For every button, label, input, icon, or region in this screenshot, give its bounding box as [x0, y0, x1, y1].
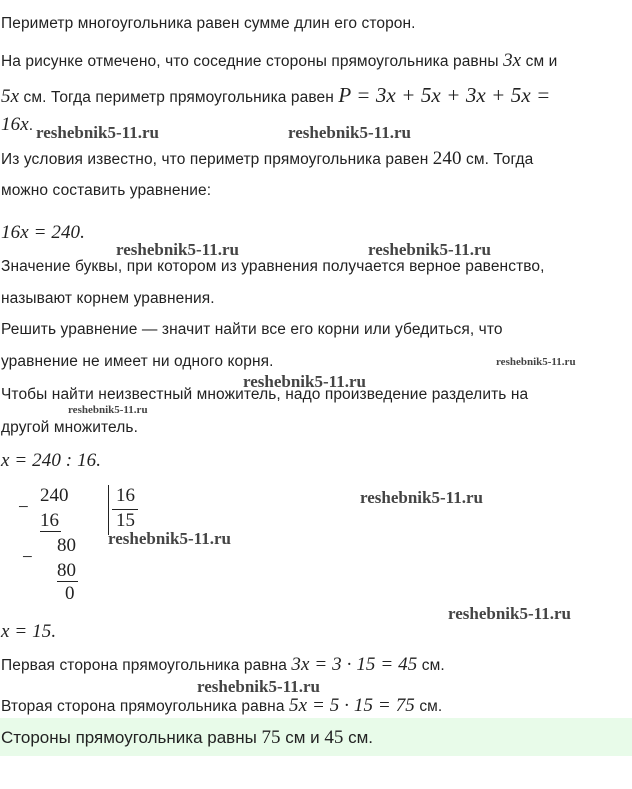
text-line — [1, 654, 445, 676]
text-line — [1, 148, 533, 170]
text-segment: Первая сторона прямоугольника равна — [1, 657, 292, 674]
division-quotient: 15 — [116, 510, 135, 531]
text-line — [1, 621, 56, 643]
division-subtrahend: 16 — [40, 510, 59, 531]
math-expression: 16x = 240. — [1, 222, 86, 243]
division-underline — [40, 531, 61, 532]
text-line: Чтобы найти неизвестный множитель, надо произведение разделить на — [1, 386, 529, 403]
math-expression: P = 3x + 5x + 3x + 5x = — [338, 83, 551, 107]
text-line — [1, 222, 85, 244]
text-segment: см и — [280, 728, 325, 747]
text-segment: см и — [521, 53, 558, 70]
text-segment: см. — [343, 728, 374, 747]
math-expression: 5x = 5 · 15 = 75 — [288, 695, 415, 716]
division-minus: − — [22, 547, 33, 568]
division-underline — [57, 581, 78, 582]
math-expression: 45 — [324, 727, 344, 748]
math-expression: 5x — [1, 86, 20, 107]
watermark: reshebnik5-11.ru — [243, 372, 366, 391]
text-segment: . — [28, 117, 34, 134]
text-line: уравнение не имеет ни одного корня. — [1, 353, 274, 370]
watermark: reshebnik5-11.ru — [108, 529, 231, 548]
text-segment: Из условия известно, что периметр прямоугольника равен — [1, 151, 433, 168]
text-segment: см. — [414, 698, 443, 715]
math-expression: x = 15. — [1, 621, 57, 642]
answer-text — [1, 727, 373, 749]
text-segment: см. — [417, 657, 445, 674]
text-line: Решить уравнение — значит найти все его корни или убедиться, что — [1, 321, 503, 338]
math-expression: 3x — [503, 50, 522, 71]
division-bar — [108, 485, 109, 535]
text-segment: На рисунке отмечено, что соседние стороны прямоугольника равны — [1, 53, 504, 70]
watermark: reshebnik5-11.ru — [116, 240, 239, 259]
watermark: reshebnik5-11.ru — [360, 488, 483, 507]
watermark: reshebnik5-11.ru — [448, 604, 571, 623]
watermark: reshebnik5-11.ru — [288, 123, 411, 142]
text-segment: Вторая сторона прямоугольника равна — [1, 698, 289, 715]
text-segment: см. Тогда периметр прямоугольника равен — [19, 89, 339, 106]
text-line — [1, 695, 442, 717]
text-line: Периметр многоугольника равен сумме длин его сторон. — [1, 15, 416, 32]
watermark: reshebnik5-11.ru — [496, 356, 576, 368]
watermark: reshebnik5-11.ru — [68, 404, 148, 416]
division-minus: − — [18, 497, 29, 518]
answer-box — [0, 718, 632, 756]
math-expression: 75 — [261, 727, 281, 748]
watermark: reshebnik5-11.ru — [368, 240, 491, 259]
text-segment: см. Тогда — [461, 151, 534, 168]
math-expression: 16x — [1, 114, 29, 135]
text-line: называют корнем уравнения. — [1, 290, 215, 307]
text-line — [1, 114, 33, 136]
division-dividend: 240 — [40, 485, 69, 506]
text-line — [1, 450, 101, 472]
text-line: можно составить уравнение: — [1, 182, 212, 199]
text-segment: Стороны прямоугольника равны — [1, 728, 262, 747]
watermark: reshebnik5-11.ru — [36, 123, 159, 142]
division-remainder: 0 — [65, 583, 75, 604]
watermark: reshebnik5-11.ru — [197, 677, 320, 696]
text-line — [1, 83, 550, 108]
division-subtrahend: 80 — [57, 560, 76, 581]
division-divisor: 16 — [116, 485, 135, 506]
text-line: Значение буквы, при котором из уравнения получается верное равенство, — [1, 258, 545, 275]
division-remainder: 80 — [57, 535, 76, 556]
math-expression: x = 240 : 16. — [1, 450, 102, 471]
text-line — [1, 50, 557, 72]
math-expression: 240 — [432, 148, 462, 169]
math-expression: 3x = 3 · 15 = 45 — [291, 654, 418, 675]
text-line: другой множитель. — [1, 419, 138, 436]
